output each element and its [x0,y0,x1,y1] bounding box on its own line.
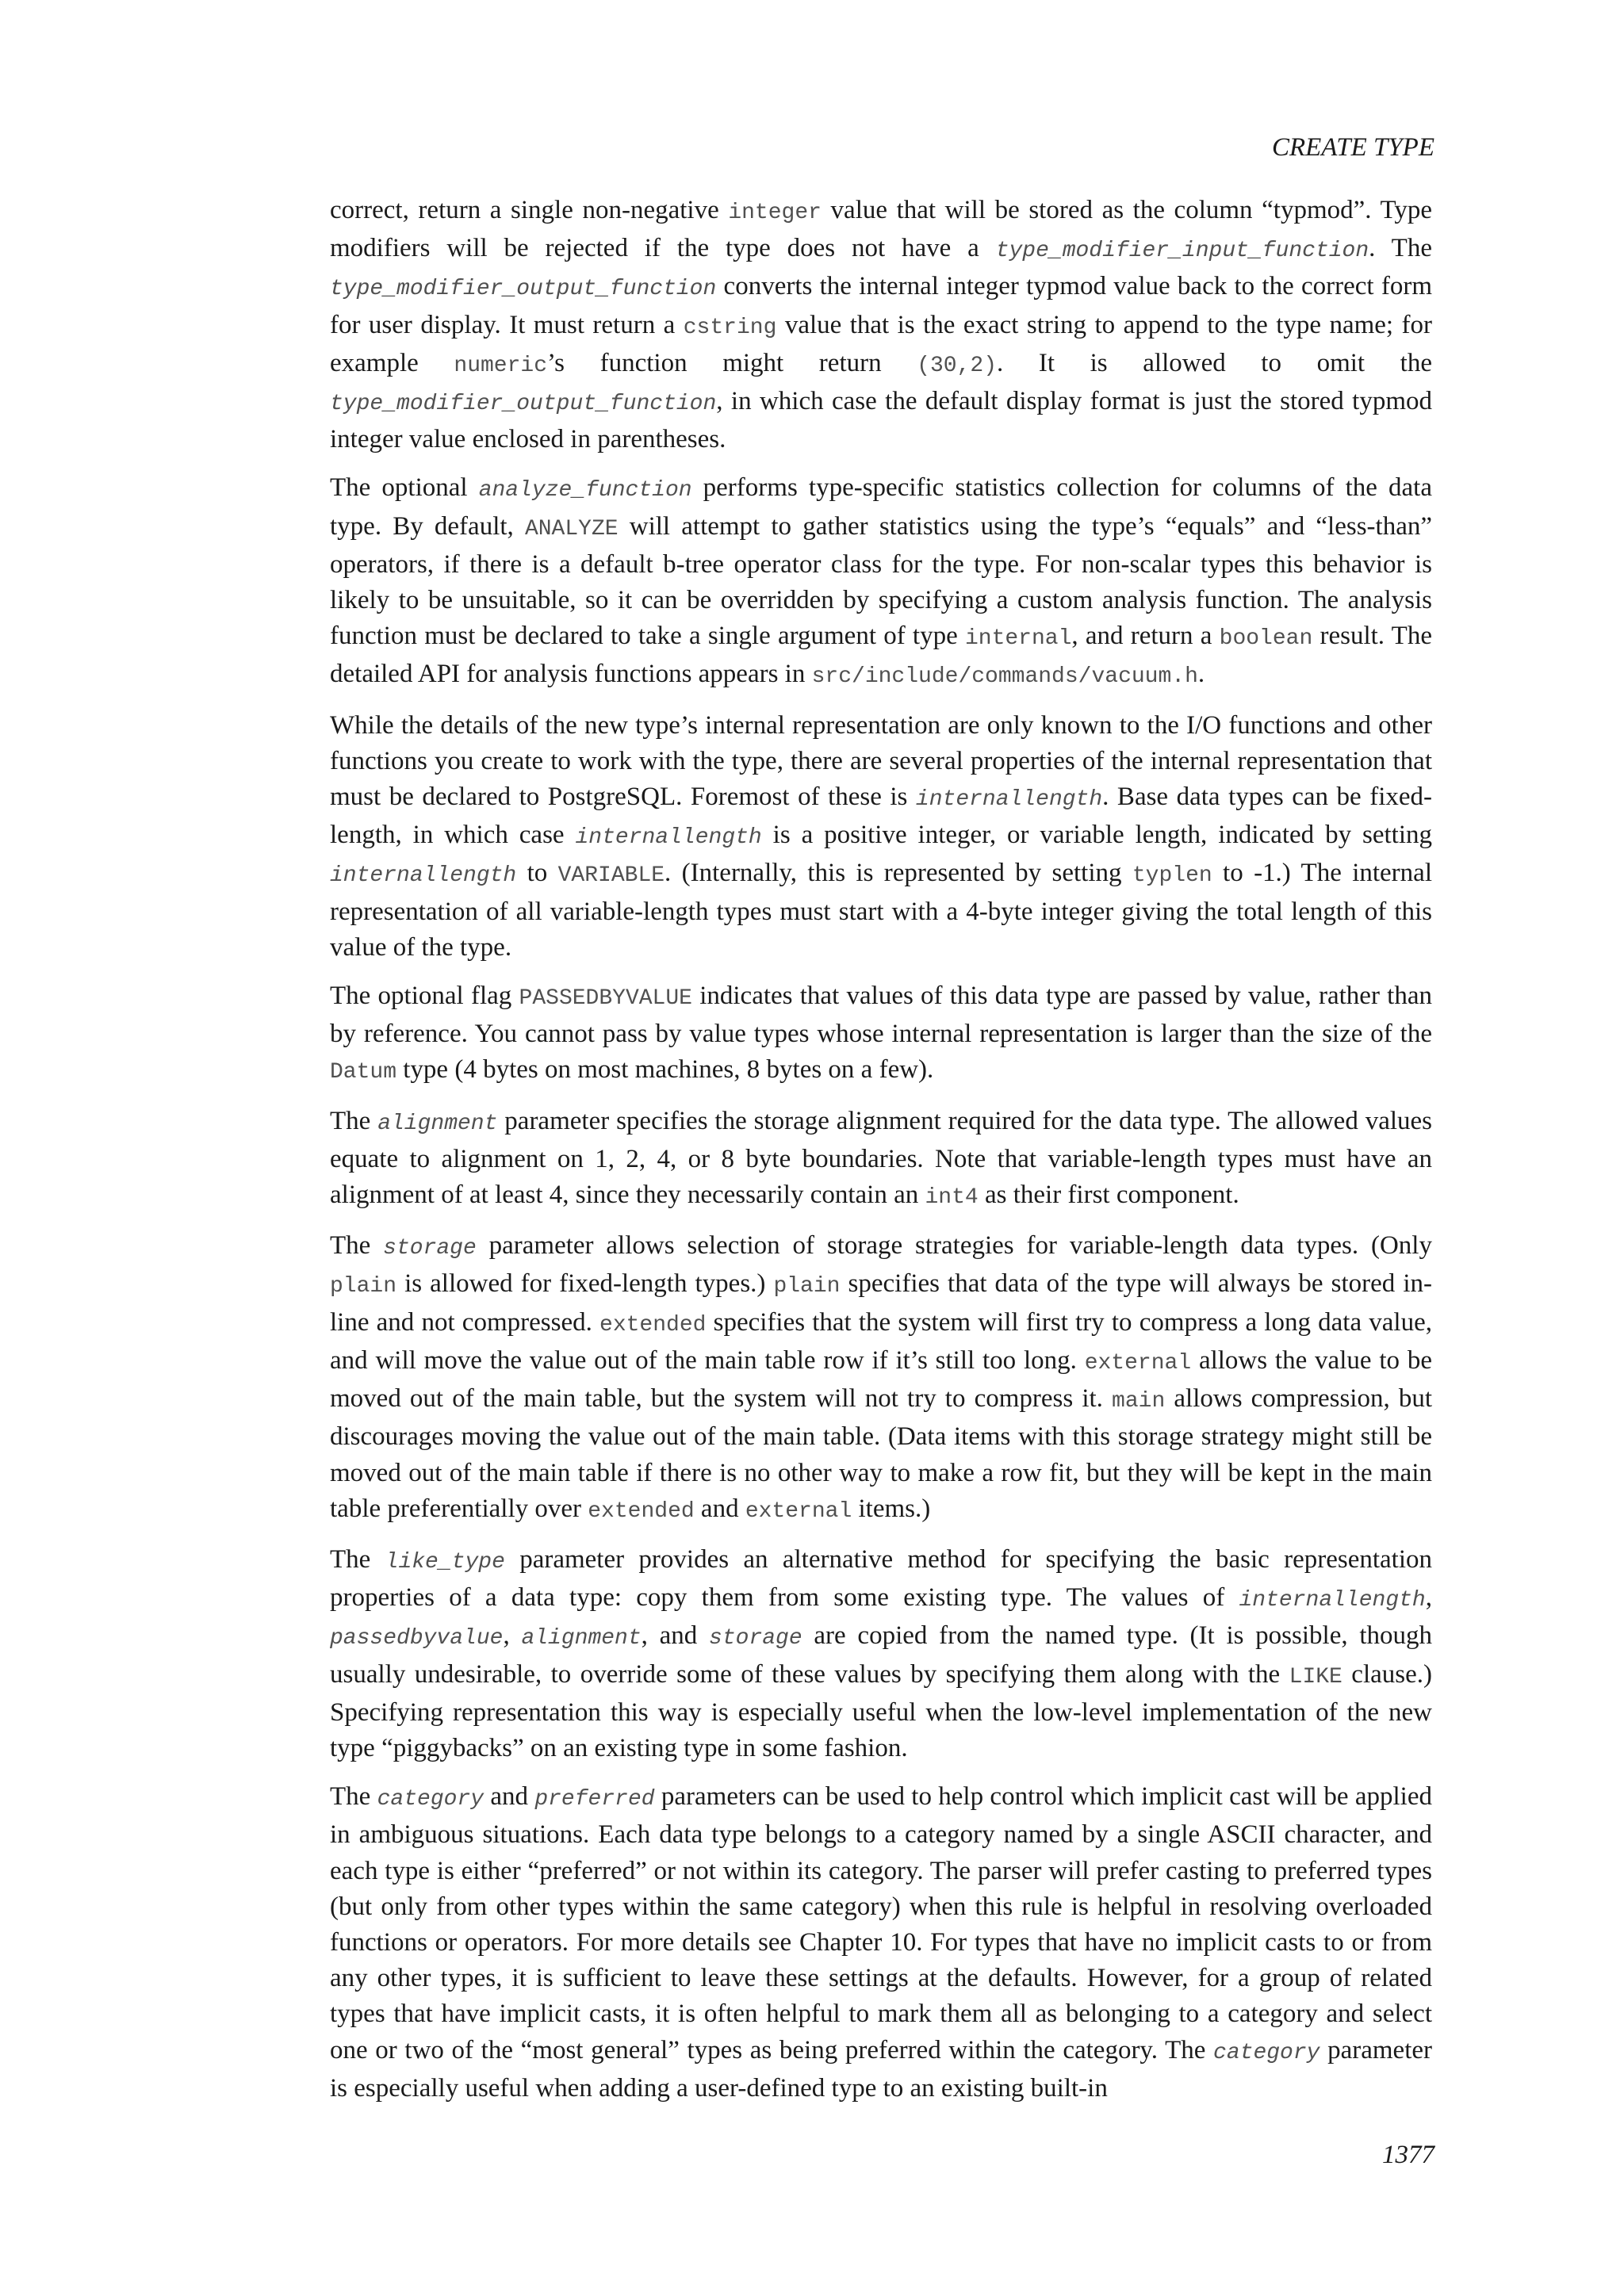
body-text [330,193,1432,2119]
paragraph-alignment [330,1104,1432,1216]
text-run: . Base data types can be fixed-length, in which case [330,783,1432,850]
text-run: specifies that data of the type will always be stored in-line and not compressed. [330,1269,1432,1337]
inline-code: VARIABLE [557,863,665,889]
inline-code: Datum [330,1060,397,1085]
text-run: allows compression, but discourages moving the value out of the main table. (Data items with this storage strategy might still be moved out of the main table if there is no other way to make a row fit, but they will be kept in the main table preferentially over [330,1384,1432,1523]
text-run: , and return a [1071,622,1220,651]
text-run: to [516,859,558,888]
text-run: . [1197,660,1205,689]
parameter-name: alignment [521,1626,642,1651]
parameter-name: type_modifier_output_function [330,392,717,417]
inline-code: src/include/commands/vacuum.h [811,664,1198,690]
inline-code: external [1084,1350,1192,1376]
inline-code: integer [728,201,822,225]
parameter-name: internallength [575,825,762,851]
paragraph-storage [330,1228,1432,1529]
inline-code: external [745,1498,852,1524]
inline-code: extended [588,1498,695,1524]
inline-code: LIKE [1289,1664,1342,1689]
text-run: parameter allows selection of storage strategies for variable-length data types. (Only [476,1231,1432,1261]
parameter-name: type_modifier_input_function [995,239,1369,264]
inline-code: ANALYZE [524,516,619,541]
text-run: correct, return a single non-negative [330,196,729,224]
text-run: value that is the exact string to append to the type name; for example [330,310,1433,377]
parameter-name: storage [383,1236,477,1261]
parameter-name: analyze_function [478,478,692,503]
text-run: are copied from the named type. (It is possible, though usually undesirable, to override some of these values by specifying them along with the [330,1621,1433,1689]
text-run: value that will be stored as the column “typmod”. Type modifiers will be rejected if the type does not have a [330,196,1432,263]
text-run: will attempt to gather statistics using the type’s “equals” and “less-than” operators, if there is a default b-tree operator class for the type. For non-scalar types this behavior is likely to be unsuitable, so it can be overridden by specifying a custom analysis function. The analysis function must be declared to take a single argument of type [330,511,1432,651]
page-number: 1377 [1382,2141,1434,2169]
text-run: to -1.) The internal representation of all variable-length types must start with a 4-byte integer giving the total length of this value of the type. [330,859,1432,962]
parameter-name: internallength [330,863,517,889]
inline-code: plain [330,1274,397,1299]
text-run: and [484,1782,535,1812]
text-run: The [330,1544,385,1574]
text-run: . The [1369,234,1432,263]
text-run: indicates that values of this data type are passed by value, rather than by reference. You cannot pass by value types whose internal representation is larger than the size of the [330,982,1432,1049]
inline-code: extended [599,1312,707,1337]
paragraph-like-type [330,1542,1432,1766]
text-run: The optional flag [330,982,519,1011]
text-run: The [330,1782,377,1812]
paragraph-category [330,1779,1432,2107]
text-run: is allowed for fixed-length types.) [396,1269,774,1299]
parameter-name: category [1213,2040,1320,2065]
inline-code: typlen [1132,863,1212,889]
text-run: specifies that the system will first try to compress a long data value, and will move the value out of the main table row if it’s still too long. [330,1307,1432,1375]
paragraph-passedbyvalue [330,978,1432,1091]
text-run: clause.) Specifying representation this way is especially useful when the low-level implementation of the new type “piggybacks” on an existing type in some fashion. [330,1659,1433,1762]
paragraph-analyze-function [330,470,1432,695]
text-run: allows the value to be moved out of the main table, but the system will not try to compress it. [330,1345,1432,1414]
text-run: While the details of the new type’s internal representation are only known to the I/O functions and other functions you create to work with the type, there are several properties of the internal representation that must be declared to PostgreSQL. Foremost of these is [330,710,1432,812]
parameter-name: category [377,1787,485,1812]
inline-code: (30,2) [917,353,998,378]
text-run: ’s function might return [547,348,917,377]
inline-code: internal [964,626,1072,652]
text-run: , [503,1621,522,1651]
text-run: parameters can be used to help control which implicit cast will be applied in ambiguous situations. Each data type belongs to a category named by a single ASCII character, and each type is either “preferred” or not within its category. The parser will prefer casting to preferred types (but only from other types within the same category) when this rule is helpful in resolving overloaded functions or operators. For more details see Chapter 10. For types that have no implicit casts to or from any other types, it is sufficient to leave these settings at the defaults. However, for a group of related types that have implicit casts, it is often helpful to mark them all as belonging to a category and select one or two of the “most general” types as being preferred within the category. The [330,1782,1432,2064]
parameter-name: alignment [377,1111,498,1136]
inline-code: main [1112,1389,1166,1414]
text-run: is a positive integer, or variable length, indicated by setting [761,821,1432,850]
text-run: type (4 bytes on most machines, 8 bytes on a few). [396,1055,934,1085]
parameter-name: like_type [385,1549,505,1575]
text-run: and [694,1494,745,1523]
text-run: parameter specifies the storage alignment required for the data type. The allowed values equate to alignment on 1, 2, 4, or 8 byte boundaries. Note that variable-length types must have an alignment of at least 4, since they necessarily contain an [330,1106,1432,1210]
inline-code: plain [773,1274,841,1299]
inline-code: boolean [1219,626,1313,652]
parameter-name: storage [709,1626,802,1651]
parameter-name: internallength [915,787,1103,813]
text-run: parameter provides an alternative method for specifying the basic representation properties of a data type: copy them from some existing type. The values of [330,1544,1432,1613]
text-run: items.) [852,1494,931,1523]
text-run: , and [641,1621,710,1651]
text-run: parameter is especially useful when adding a user-defined type to an existing built-in [330,2035,1432,2103]
text-run: as their first component. [978,1181,1239,1210]
inline-code: int4 [925,1185,979,1211]
text-run: The optional [330,473,479,503]
paragraph-typmod-output [330,193,1432,457]
text-run: result. The detailed API for analysis functions appears in [330,622,1432,689]
paragraph-internal-length [330,708,1432,966]
text-run: , in which case the default display format is just the stored typmod integer value enclosed in parentheses. [330,387,1432,454]
inline-code: cstring [683,315,777,340]
text-run: The [330,1106,378,1135]
text-run: performs type-specific statistics collection for columns of the data type. By default, [330,473,1432,541]
inline-code: PASSEDBYVALUE [519,986,692,1012]
parameter-name: passedbyvalue [330,1626,504,1651]
inline-code: numeric [454,353,548,378]
text-run: , [1425,1583,1432,1613]
parameter-name: internallength [1239,1588,1426,1613]
running-header: CREATE TYPE [1271,133,1434,162]
text-run: converts the internal integer typmod value back to the correct form for user display. It must return a [330,272,1432,339]
parameter-name: type_modifier_output_function [330,277,717,302]
text-run: The [330,1231,384,1261]
text-run: . (Internally, this is represented by setting [665,859,1132,888]
text-run: . It is allowed to omit the [997,348,1432,377]
parameter-name: preferred [534,1787,655,1812]
